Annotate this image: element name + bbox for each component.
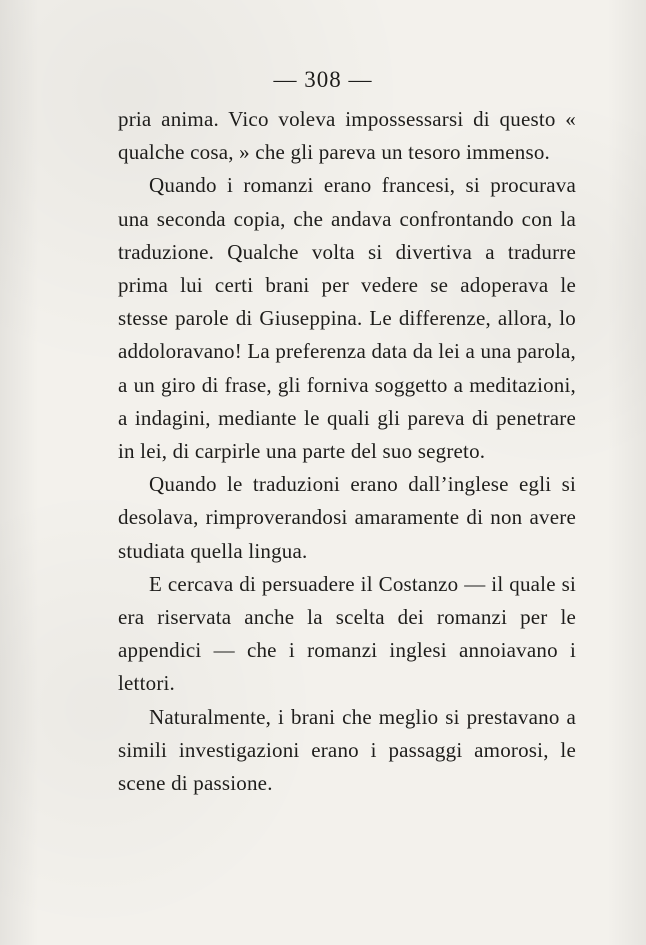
paragraph-1: pria anima. Vico voleva impossessarsi di questo « qualche cosa, » che gli pareva un tesoro immenso. [118,107,576,165]
paragraph-5: Naturalmente, i brani che meglio si prestavano a simili investigazioni erano i passaggi amorosi, le scene di passione. [118,704,576,796]
page-number-header: — 308 — [273,67,373,92]
paragraph-2: Quando i romanzi erano francesi, si procurava una seconda copia, che andava confrontando con la traduzione. Qualche volta si divertiva a tradurre prima lui certi brani per vedere se adoperava le stesse parole di Giuseppina. Le differenze, allora, lo addoloravano! La preferenza data da lei a una parola, a un giro di frase, gli forniva soggetto a meditazioni, a indagini, mediante le quali gli pareva di penetrare in lei, di carpirle una parte del suo segreto. [118,173,576,464]
paragraph-3: Quando le traduzioni erano dall’inglese egli si desolava, rimproverandosi amaramente di non avere studiata quella lingua. [118,472,576,563]
page-text-block [118,103,576,800]
paragraph-4: E cercava di persuadere il Costanzo — il quale si era riservata anche la scelta dei romanzi per le appendici — che i romanzi inglesi annoiavano i lettori. [118,571,576,696]
